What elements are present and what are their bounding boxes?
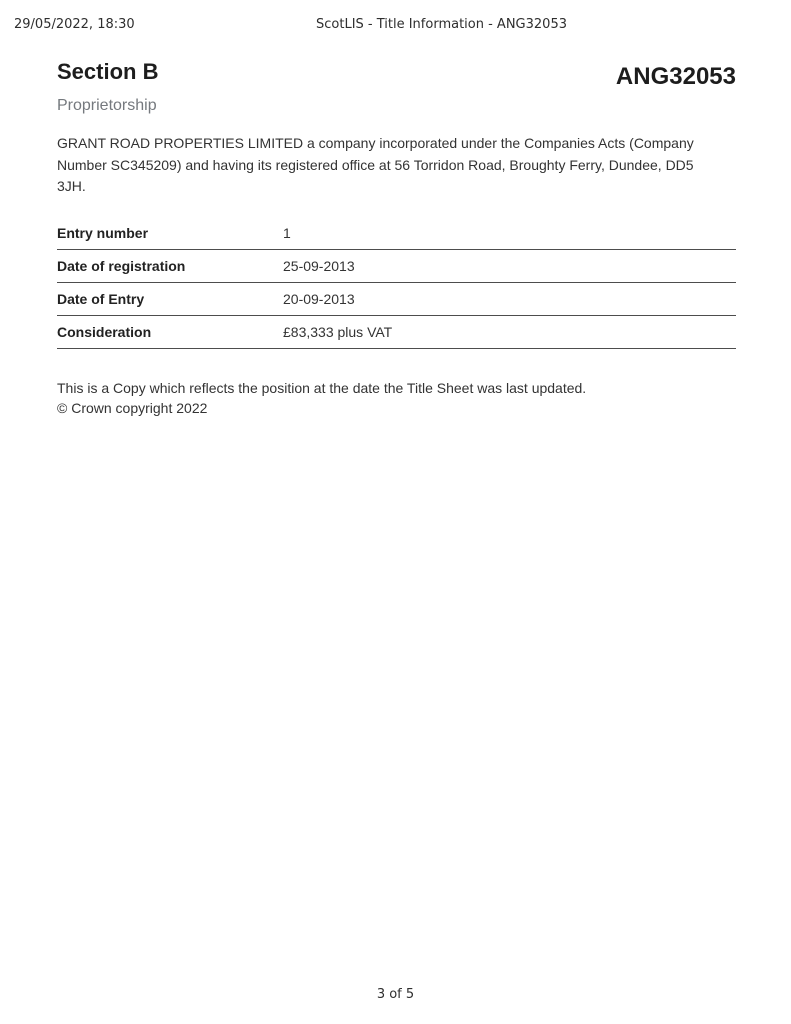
print-header-title: ScotLIS - Title Information - ANG32053 bbox=[316, 17, 567, 32]
copy-note bbox=[57, 378, 736, 419]
row-value: £83,333 plus VAT bbox=[283, 323, 393, 340]
row-label: Date of Entry bbox=[57, 290, 145, 307]
table-row-date-of-registration bbox=[57, 250, 736, 283]
proprietorship-table bbox=[57, 217, 736, 349]
row-label: Entry number bbox=[57, 224, 149, 241]
row-value: 20-09-2013 bbox=[283, 290, 355, 307]
print-header-datetime: 29/05/2022, 18:30 bbox=[14, 17, 135, 32]
table-row-entry-number bbox=[57, 217, 736, 250]
section-title: Section B bbox=[57, 59, 159, 84]
table-row-date-of-entry bbox=[57, 283, 736, 316]
print-footer bbox=[0, 987, 791, 1002]
proprietor-description: GRANT ROAD PROPERTIES LIMITED a company incorporated under the Companies Acts (Company Number SC345209) and having its registered office at 56 Torridon Road, Broughty Ferry, Dundee, DD5 3JH. bbox=[57, 135, 694, 194]
row-label: Consideration bbox=[57, 323, 152, 340]
row-value: 25-09-2013 bbox=[283, 257, 355, 274]
heading-row bbox=[57, 59, 736, 90]
row-value: 1 bbox=[283, 224, 291, 241]
document-content bbox=[57, 59, 736, 419]
section-subtitle: Proprietorship bbox=[57, 97, 157, 114]
page-indicator: 3 of 5 bbox=[376, 987, 415, 1002]
print-header bbox=[0, 17, 791, 33]
copy-note-line1: This is a Copy which reflects the position at the date the Title Sheet was last updated. bbox=[57, 379, 587, 396]
row-label: Date of registration bbox=[57, 257, 186, 274]
copy-note-line2: © Crown copyright 2022 bbox=[57, 400, 208, 416]
title-number: ANG32053 bbox=[615, 63, 736, 90]
table-row-consideration bbox=[57, 316, 736, 349]
